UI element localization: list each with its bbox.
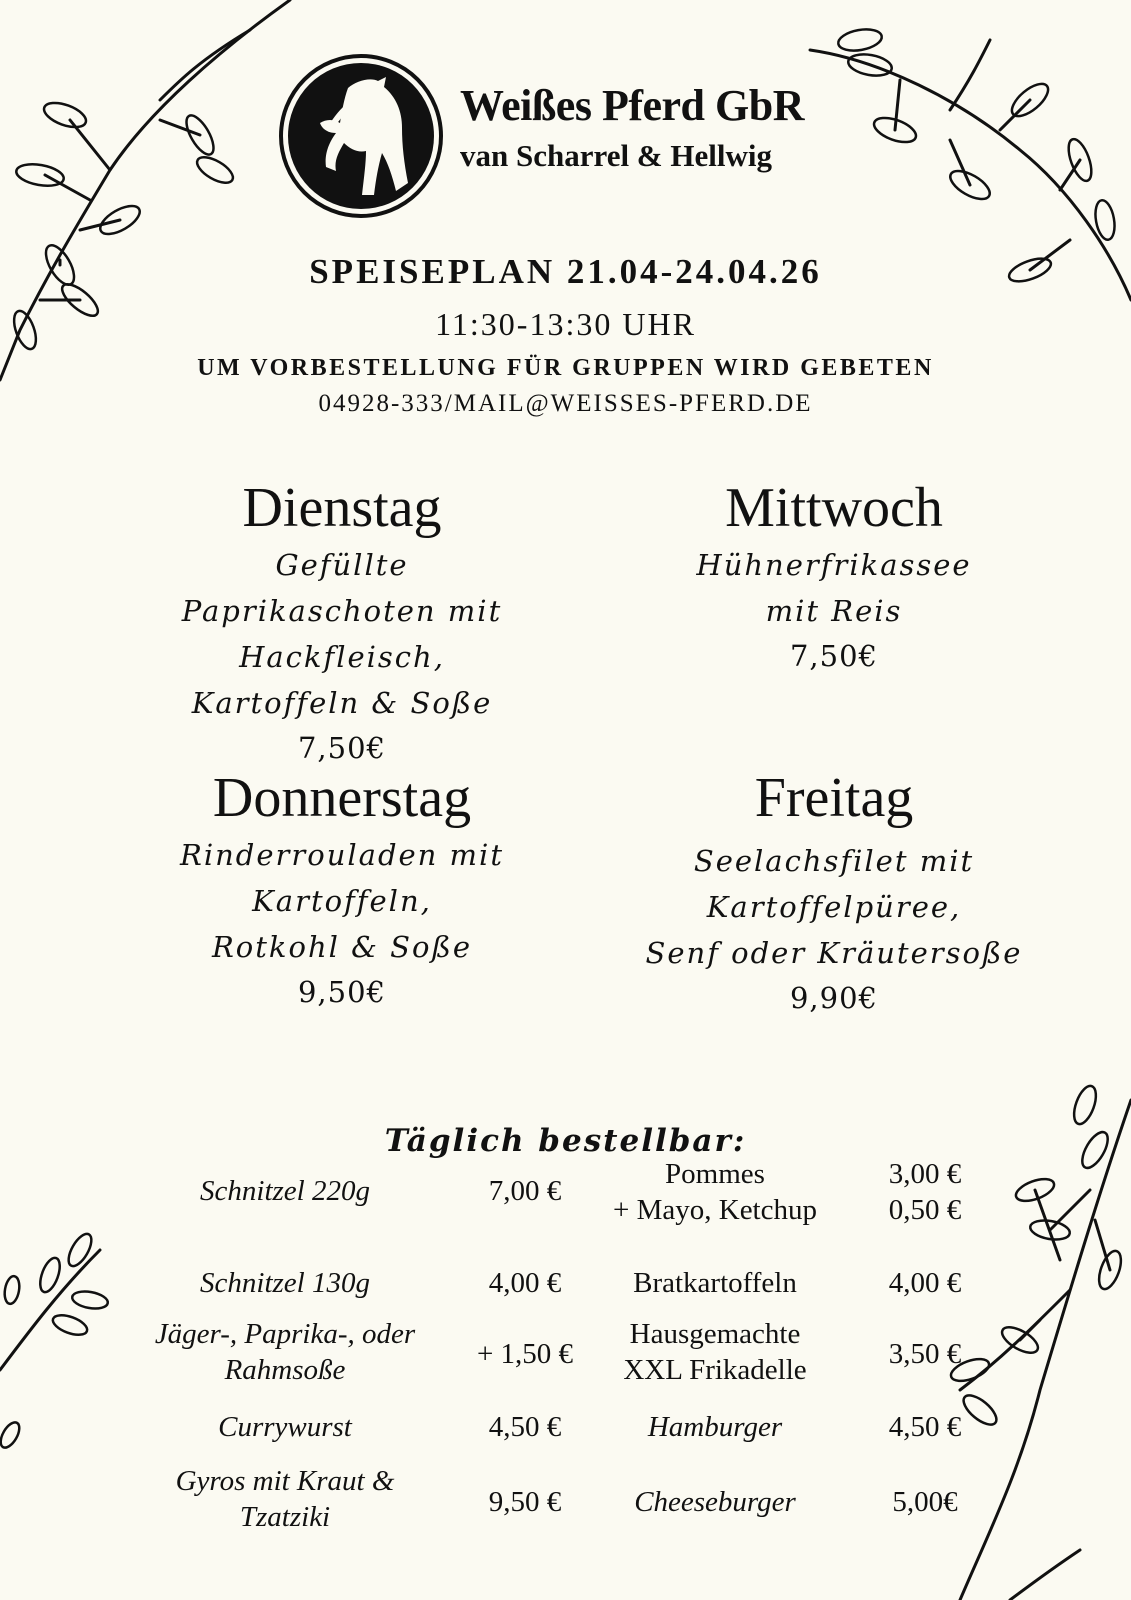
dish-description: Hühnerfrikassee mit Reis <box>696 548 972 628</box>
dish-price: 9,50€ <box>297 975 387 1009</box>
daily-price: 4,00 € <box>888 1267 962 1299</box>
daily-price: 4,00 € <box>488 1267 562 1299</box>
daily-item: Pommes + Mayo, Ketchup <box>612 1158 817 1226</box>
daily-menu-title: Täglich bestellbar: <box>384 1123 747 1159</box>
dish-description: Seelachsfilet mit Kartoffelpüree, Senf oder Kräutersoße <box>645 844 1023 970</box>
daily-price: 3,00 € 0,50 € <box>888 1158 962 1226</box>
daily-item: Currywurst <box>218 1411 352 1443</box>
daily-item: Cheeseburger <box>634 1486 796 1518</box>
daily-price: 4,50 € <box>488 1411 562 1443</box>
dish-description: Gefüllte Paprikaschoten mit Hackfleisch, Kartoffeln & Soße <box>181 548 503 720</box>
daily-item: Jäger-, Paprika-, oder Rahmsoße <box>154 1318 416 1386</box>
dish-description: Rinderrouladen mit Kartoffeln, Rotkohl & Soße <box>180 838 504 964</box>
daily-price: 3,50 € <box>888 1338 962 1370</box>
group-booking-note: UM VORBESTELLUNG FÜR GRUPPEN WIRD GEBETEN <box>197 355 934 381</box>
day-block-tuesday <box>122 478 562 770</box>
daily-price: 5,00€ <box>892 1486 958 1518</box>
day-name: Mittwoch <box>725 477 943 539</box>
daily-price: 9,50 € <box>488 1486 562 1518</box>
contact-info: 04928-333/MAIL@WEISSES-PFERD.DE <box>318 390 813 417</box>
daily-item: Hamburger <box>647 1411 783 1443</box>
brand-name: Weißes Pferd GbR <box>460 81 804 130</box>
day-block-thursday <box>122 768 562 1014</box>
brand-subtitle: van Scharrel & Hellwig <box>460 138 772 173</box>
flower-branch-bottom-left-icon <box>0 1220 120 1480</box>
day-name: Donnerstag <box>212 767 472 829</box>
daily-item: Schnitzel 130g <box>200 1267 370 1299</box>
daily-price: 7,00 € <box>488 1175 562 1207</box>
white-horse-logo-icon <box>278 53 444 219</box>
dish-price: 7,50€ <box>297 731 387 765</box>
day-name: Dienstag <box>242 477 442 539</box>
dish-price: 7,50€ <box>789 639 879 673</box>
opening-hours: 11:30-13:30 UHR <box>435 306 696 342</box>
day-block-wednesday <box>614 478 1054 678</box>
daily-item: Gyros mit Kraut & Tzatziki <box>175 1465 395 1533</box>
daily-item: Hausgemachte XXL Frikadelle <box>623 1318 807 1386</box>
daily-price: 4,50 € <box>888 1411 962 1443</box>
daily-item: Schnitzel 220g <box>200 1175 370 1207</box>
daily-price: + 1,50 € <box>476 1338 574 1370</box>
daily-item: Bratkartoffeln <box>633 1267 797 1299</box>
menu-title: SPEISEPLAN 21.04-24.04.26 <box>309 252 822 291</box>
day-name: Freitag <box>754 767 914 829</box>
dish-price: 9,90€ <box>789 981 879 1015</box>
day-block-friday <box>614 768 1054 1020</box>
